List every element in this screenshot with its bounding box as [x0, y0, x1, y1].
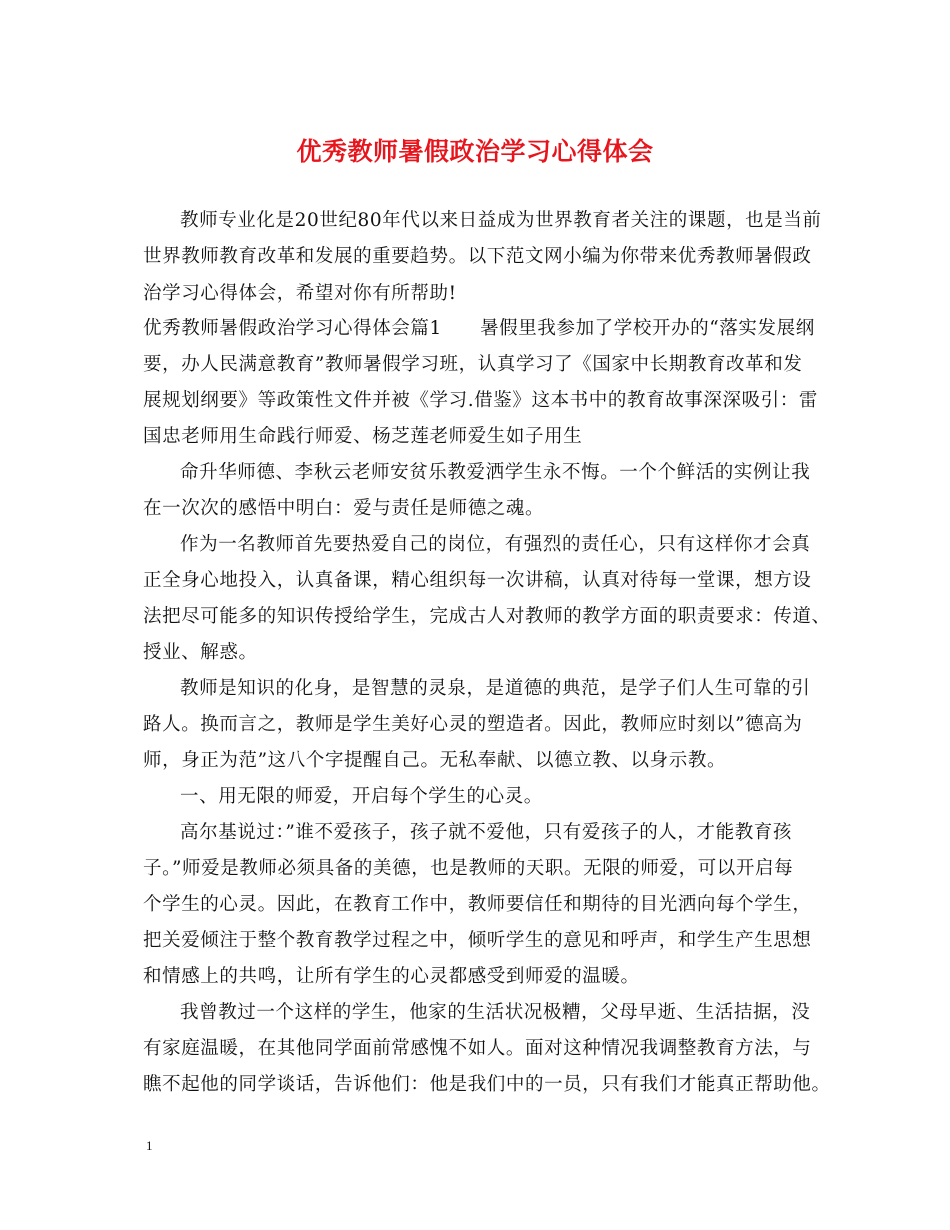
- body-line: 治学习心得体会，希望对你有所帮助!: [143, 283, 457, 304]
- body-line: 和情感上的共鸣，让所有学生的心灵都感受到师爱的温暖。: [143, 966, 640, 987]
- body-line: 高尔基说过：”谁不爱孩子，孩子就不爱他，只有爱孩子的人，才能教育孩: [180, 822, 793, 843]
- body-line: 世界教师教育改革和发展的重要趋势。以下范文网小编为你带来优秀教师暑假政: [143, 246, 812, 267]
- body-line: 命升华师德、李秋云老师安贫乐教爱洒学生永不悔。一个个鲜活的实例让我: [180, 462, 811, 483]
- body-line: 把关爱倾注于整个教育教学过程之中，倾听学生的意见和呼声，和学生产生思想: [143, 930, 812, 951]
- body-line: 路人。换而言之，教师是学生美好心灵的塑造者。因此，教师应时刻以”德高为: [143, 714, 803, 735]
- body-line: 瞧不起他的同学谈话，告诉他们：他是我们中的一员，只有我们才能真正帮助他。: [143, 1074, 831, 1095]
- body-line: 有家庭温暖，在其他同学面前常感愧不如人。面对这种情况我调整教育方法，与: [143, 1038, 812, 1059]
- body-line: 在一次次的感悟中明白：爱与责任是师德之魂。: [143, 498, 545, 519]
- body-line: 授业、解惑。: [143, 642, 258, 663]
- body-line: 法把尽可能多的知识传授给学生，完成古人对教师的教学方面的职责要求：传道、: [143, 606, 831, 627]
- page-number: 1: [146, 1138, 153, 1153]
- body-line: 国忠老师用生命践行师爱、杨芝莲老师爱生如子用生: [143, 426, 583, 447]
- body-line: 个学生的心灵。因此，在教育工作中，教师要信任和期待的目光洒向每个学生，: [143, 894, 812, 915]
- document-title: 优秀教师暑假政治学习心得体会: [296, 137, 654, 166]
- section-heading: 一、用无限的师爱，开启每个学生的心灵。: [180, 786, 543, 807]
- body-line: 优秀教师暑假政治学习心得体会篇1 暑假里我参加了学校开办的“落实发展纲: [143, 318, 815, 339]
- body-line: 我曾教过一个这样的学生，他家的生活状况极糟，父母早逝、生活拮据，没: [180, 1002, 811, 1023]
- body-line: 正全身心地投入，认真备课，精心组织每一次讲稿，认真对待每一堂课，想方设: [143, 570, 812, 591]
- body-line: 要，办人民满意教育”教师暑假学习班，认真学习了《国家中长期教育改革和发: [143, 354, 803, 375]
- body-line: 教师是知识的化身，是智慧的灵泉，是道德的典范，是学子们人生可靠的引: [180, 678, 811, 699]
- body-line: 师，身正为范”这八个字提醒自己。无私奉献、以德立教、以身示教。: [143, 750, 727, 771]
- body-line: 教师专业化是20世纪80年代以来日益成为世界教育者关注的课题，也是当前: [180, 210, 822, 231]
- body-line: 作为一名教师首先要热爱自己的岗位，有强烈的责任心，只有这样你才会真: [180, 534, 811, 555]
- body-line: 子。”师爱是教师必须具备的美德，也是教师的天职。无限的师爱，可以开启每: [143, 858, 794, 879]
- body-line: 展规划纲要》等政策性文件并被《学习.借鉴》这本书中的教育故事深深吸引：雷: [143, 390, 818, 411]
